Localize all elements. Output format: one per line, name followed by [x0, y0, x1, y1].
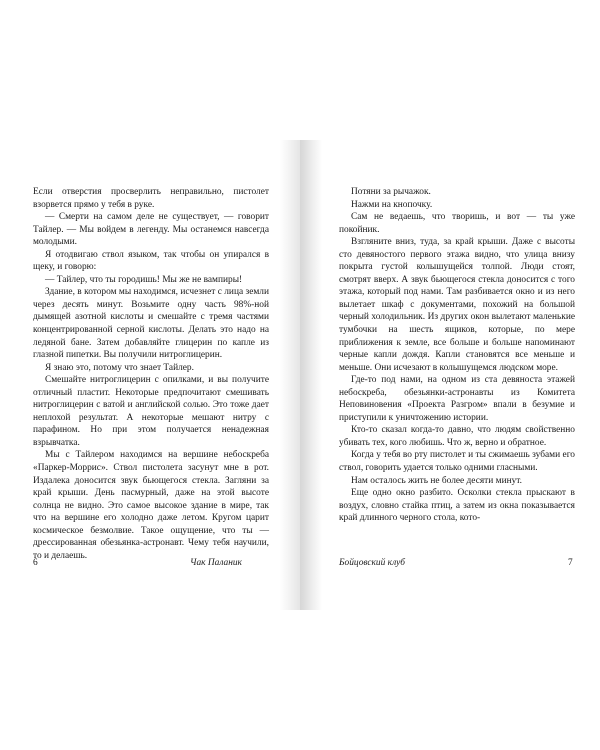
- paragraph: Сам не ведаешь, что творишь, и вот — ты уже покойник.: [339, 212, 575, 235]
- paragraph: Кто-то сказал когда-то давно, что людям свойственно убивать тех, кого любишь. Что ж, верно и обратное.: [339, 425, 575, 448]
- paragraph: Нажми на кнопочку.: [351, 199, 433, 210]
- paragraph: — Тайлер, что ты городишь! Мы же не вампиры!: [45, 274, 243, 285]
- paragraph: Смешайте нитроглицерин с опилками, и вы получите отличный пластит. Некоторые предпочитают смешивать нитроглицерин с ватой и английской солью. Это тоже дает неплохой результат. А некоторые мешают нитру с парафином. Но при этом получается ненадежная взрывчатка.: [33, 375, 269, 448]
- right-page: [300, 140, 582, 610]
- left-page: [18, 140, 300, 610]
- running-title: Чак Паланик: [190, 558, 242, 568]
- page-number: 7: [568, 558, 573, 568]
- paragraph: — Смерти на самом деле не существует, — говорит Тайлер. — Мы войдем в легенду. Мы останемся навсегда молодыми.: [33, 212, 269, 248]
- paragraph: Где-то под нами, на одном из ста девяноста этажей небоскреба, обезьянки-астронавты из Комитета Неповиновения «Проекта Разгром» впали в безумие и приступили к уничтожению истории.: [339, 375, 575, 423]
- paragraph: Здание, в котором мы находимся, исчезнет с лица земли через десять минут. Возьмите одну часть 98%-ной дымящей азотной кислоты и смешайте с тремя частями концентрированной серной кислоты. Делать это надо на ледяной бане. Затем добавляйте глицерин по капле из глазной пипетки. Вы получили нитроглицерин.: [33, 287, 269, 361]
- book-gutter-shadow: [300, 140, 322, 610]
- paragraph: Нам осталось жить не более десяти минут.: [351, 475, 523, 486]
- left-page-text: [33, 186, 269, 562]
- paragraph: Мы с Тайлером находимся на вершине небоскреба «Паркер-Моррис». Ствол пистолета засунут мне в рот. Издалека доносится звук бьющегося стекла. Загляни за край крыши. День пасмурный, даже на этой высоте солнца не видно. Это самое высокое здание в мире, так что на вершине его холодно даже летом. Кругом царит космическое безмолвие. Такое ощущение, что ты — дрессированная обезьянка-астронавт. Чему тебя научили, то и делаешь.: [33, 450, 269, 561]
- page-number: 6: [33, 558, 38, 568]
- paragraph: Я знаю это, потому что знает Тайлер.: [45, 362, 194, 373]
- paragraph: Взгляните вниз, туда, за край крыши. Даже с высоты сто девяностого первого этажа видно, что улица внизу покрыта густой колышущейся толпой. Люди стоят, смотрят вверх. А звук бьющегося стекла доносится с того этажа, который под нами. Там разбивается окно и из него вылетает шкаф с документами, похожий на большой черный холодильник. Из других окон вылетают маленькие тумбочки на шесть ящиков, которые, по мере приближения к земле, все больше и больше напоминают черные капли дождя. Капли становятся все меньше и меньше. Они исчезают в колышущемся людском море.: [339, 237, 575, 373]
- right-page-text: [339, 186, 575, 525]
- paragraph: Когда у тебя во рту пистолет и ты сжимаешь зубами его ствол, говорить удается только одними гласными.: [339, 450, 575, 474]
- paragraph: Еще одно окно разбито. Осколки стекла прыскают в воздух, словно стайка птиц, а затем из окна показывается край длинного черного стола, кото-: [339, 488, 575, 524]
- paragraph: Я отодвигаю ствол языком, так чтобы он упирался в щеку, и говорю:: [33, 249, 269, 273]
- book-gutter-shadow: [280, 140, 300, 610]
- book-spread: [18, 140, 582, 610]
- paragraph: Если отверстия просверлить неправильно, пистолет взорвется прямо у тебя в руке.: [33, 187, 269, 210]
- running-title: Бойцовский клуб: [339, 558, 406, 568]
- paragraph: Потяни за рычажок.: [351, 187, 431, 197]
